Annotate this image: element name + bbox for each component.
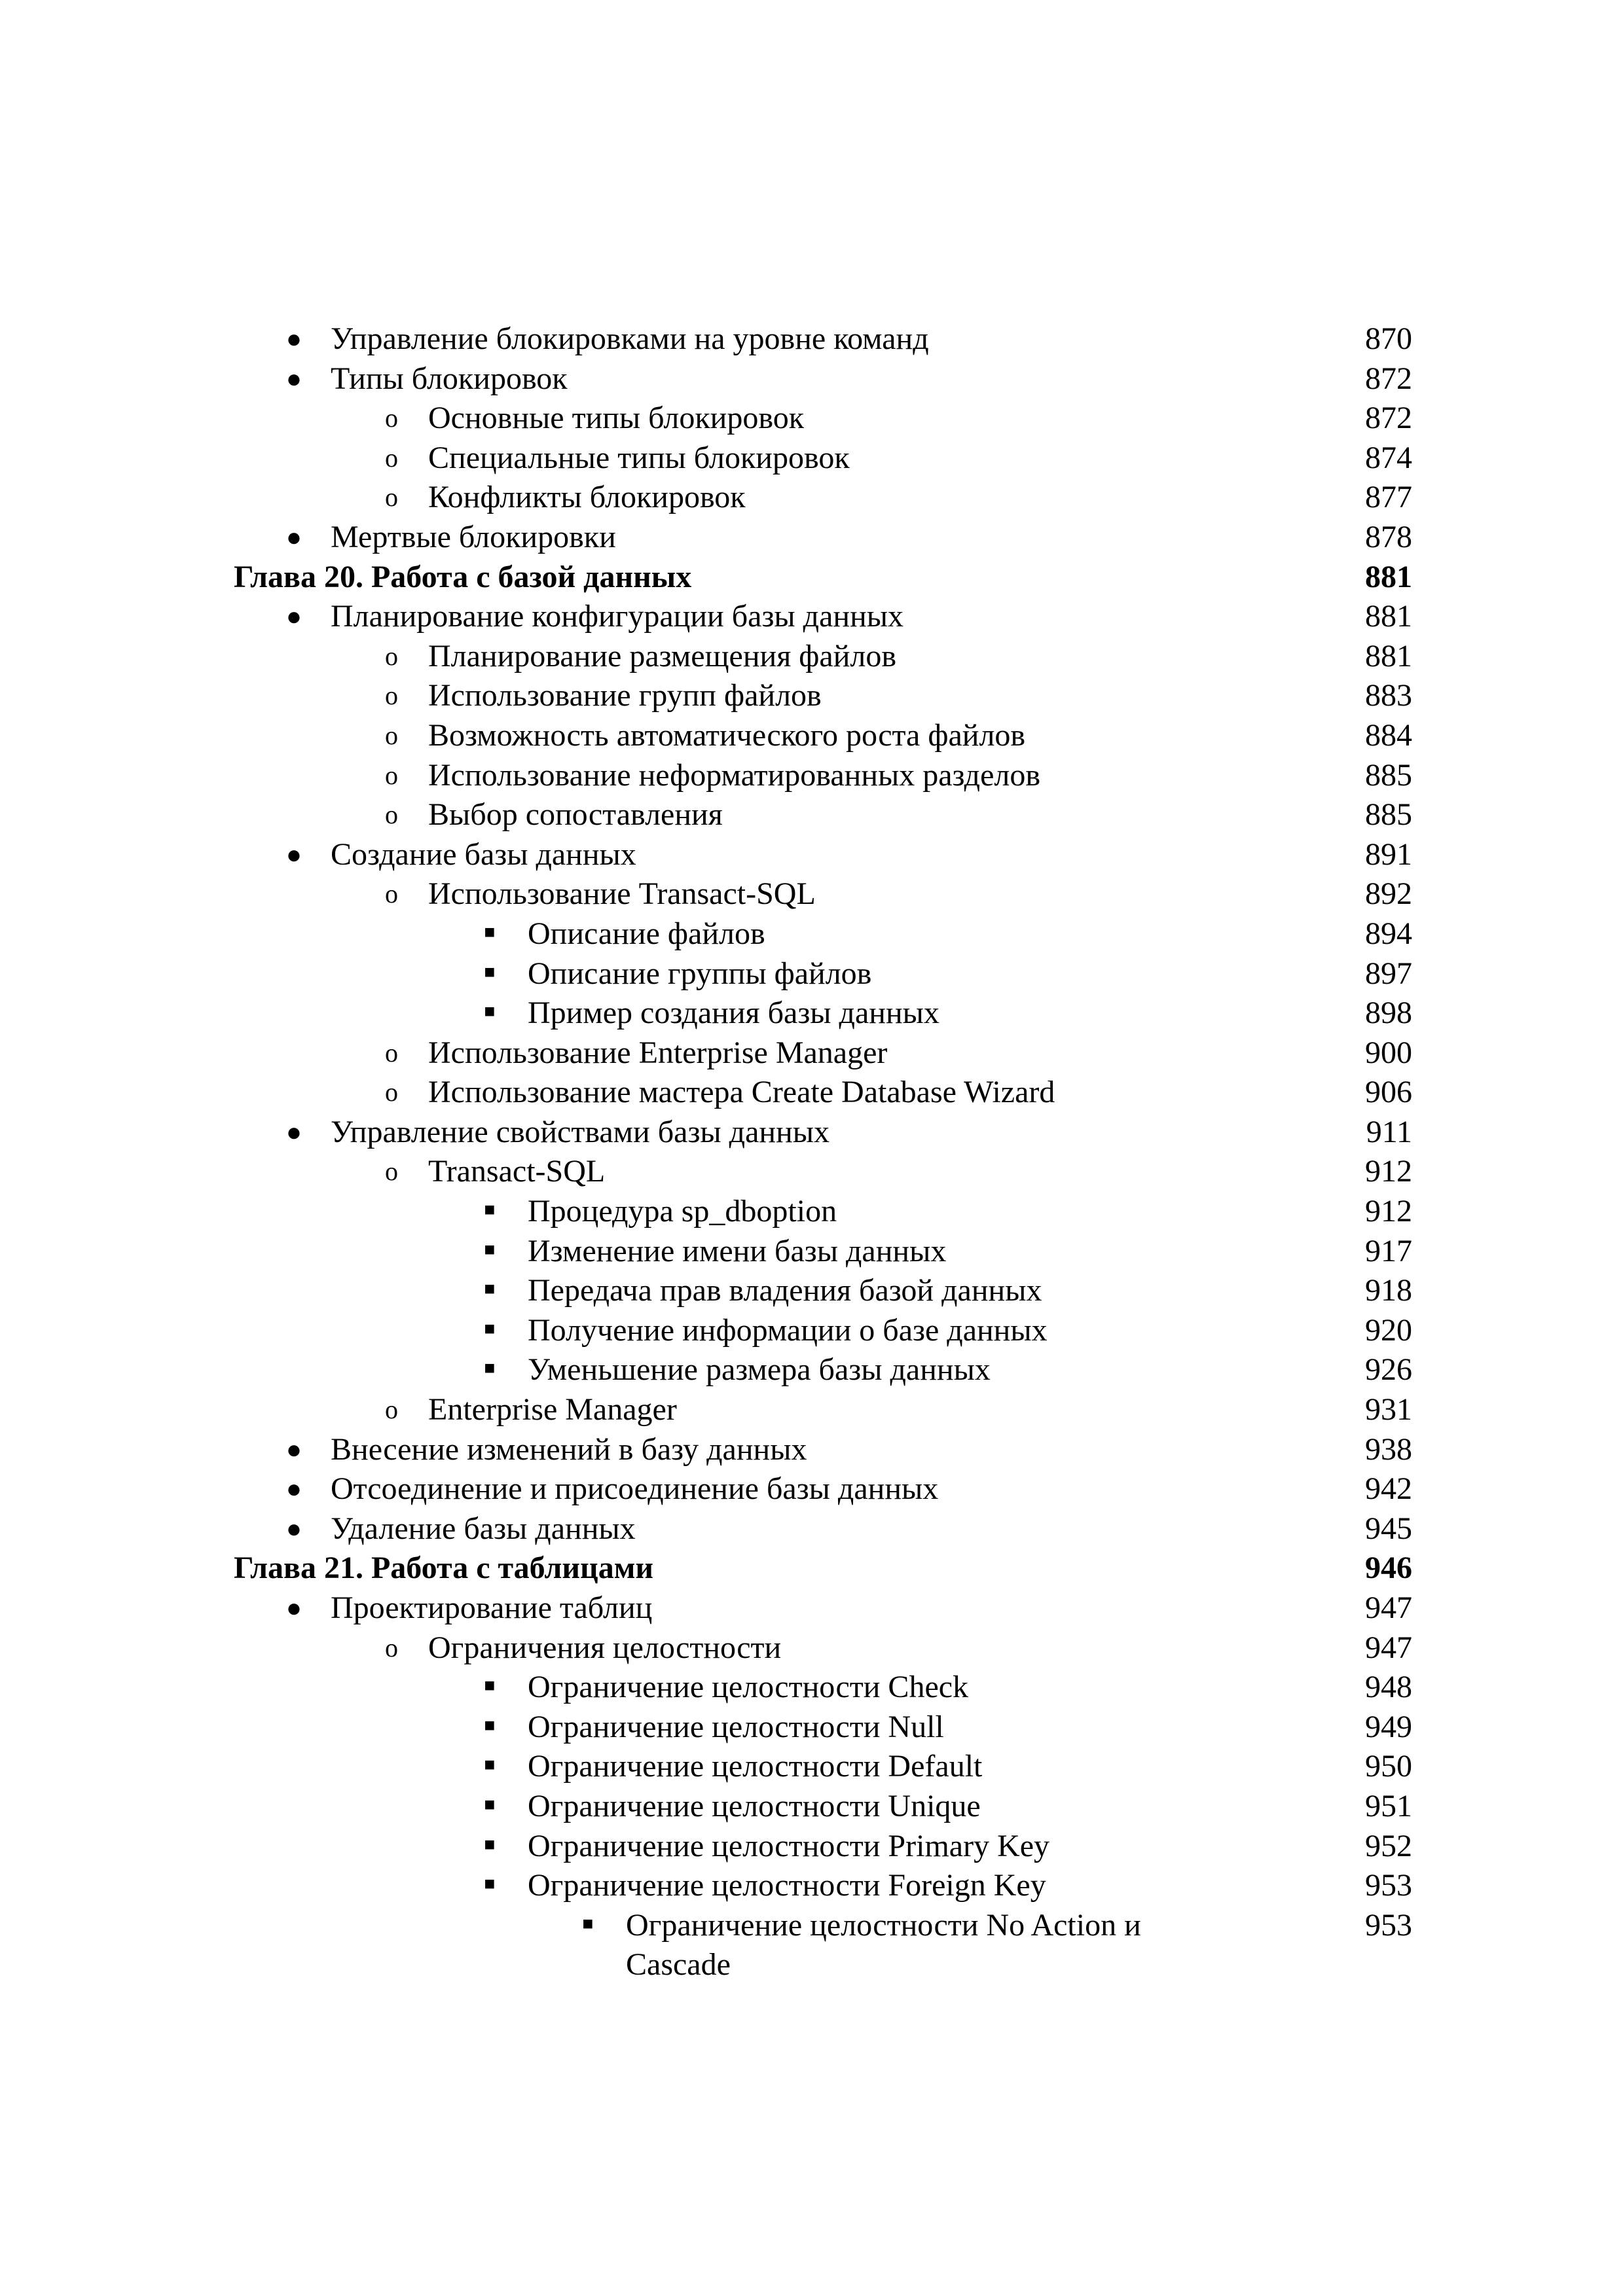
toc-chapter-page: 881 bbox=[1365, 559, 1412, 594]
toc-entry bbox=[0, 1747, 1623, 1787]
square-bullet-icon: ■ bbox=[484, 1874, 496, 1895]
toc-entry bbox=[0, 1113, 1623, 1153]
toc-entry bbox=[0, 874, 1623, 914]
toc-entry bbox=[0, 1390, 1623, 1430]
toc-entry bbox=[0, 1350, 1623, 1390]
toc-entry-page: 948 bbox=[1365, 1670, 1412, 1705]
toc-entry-title: Описание файлов bbox=[528, 916, 765, 951]
square-bullet-icon: ■ bbox=[484, 1279, 496, 1300]
toc-entry-title: Выбор сопоставления bbox=[428, 797, 723, 833]
toc-entry-page: 872 bbox=[1365, 361, 1412, 396]
toc-entry-title: Основные типы блокировок bbox=[428, 401, 805, 436]
toc-entry-title: Ограничение целостности Null bbox=[528, 1709, 944, 1744]
toc-entry-title: Создание базы данных bbox=[331, 836, 636, 872]
toc-entry-title: Отсоединение и присоединение базы данных bbox=[331, 1471, 939, 1507]
toc-entry-title: Использование неформатированных разделов bbox=[428, 757, 1040, 793]
toc-entry-page: 912 bbox=[1365, 1154, 1412, 1189]
toc-entry-page: 891 bbox=[1365, 836, 1412, 872]
toc-entry-page: 953 bbox=[1365, 1907, 1412, 1943]
table-of-contents bbox=[0, 319, 1623, 1985]
square-bullet-icon: ■ bbox=[582, 1913, 594, 1934]
toc-entry-page: 917 bbox=[1365, 1233, 1412, 1268]
circle-bullet-icon: o bbox=[385, 1037, 398, 1067]
toc-chapter-page: 946 bbox=[1365, 1551, 1412, 1586]
toc-entry-title: Конфликты блокировок bbox=[428, 480, 746, 515]
toc-entry bbox=[0, 518, 1623, 558]
toc-entry-page: 950 bbox=[1365, 1749, 1412, 1784]
toc-entry bbox=[0, 1628, 1623, 1668]
circle-bullet-icon: o bbox=[385, 879, 398, 909]
square-bullet-icon: ■ bbox=[484, 1001, 496, 1022]
toc-entry-page: 877 bbox=[1365, 480, 1412, 515]
toc-entry bbox=[0, 1430, 1623, 1470]
square-bullet-icon: ■ bbox=[484, 1755, 496, 1776]
toc-entry-title: Enterprise Manager bbox=[428, 1392, 677, 1427]
toc-entry-page: 883 bbox=[1365, 678, 1412, 713]
circle-bullet-icon: o bbox=[385, 1157, 398, 1187]
toc-entry-title: Ограничение целостности No Action и Cascade bbox=[626, 1907, 1141, 1982]
toc-entry bbox=[0, 756, 1623, 796]
toc-entry-title: Типы блокировок bbox=[331, 361, 568, 396]
toc-entry bbox=[0, 914, 1623, 954]
toc-entry-title: Ограничение целостности Unique bbox=[528, 1788, 981, 1823]
toc-entry-page: 949 bbox=[1365, 1709, 1412, 1744]
toc-entry-page: 920 bbox=[1365, 1312, 1412, 1348]
circle-bullet-icon: o bbox=[385, 681, 398, 711]
circle-bullet-icon: o bbox=[385, 1395, 398, 1425]
toc-entry-title: Управление свойствами базы данных bbox=[331, 1114, 830, 1149]
toc-entry-title: Получение информации о базе данных bbox=[528, 1312, 1048, 1348]
bullet-icon: ● bbox=[285, 839, 302, 869]
toc-entry-page: 881 bbox=[1365, 638, 1412, 673]
toc-entry bbox=[0, 1192, 1623, 1232]
toc-entry-page: 918 bbox=[1365, 1273, 1412, 1308]
square-bullet-icon: ■ bbox=[484, 1239, 496, 1260]
circle-bullet-icon: o bbox=[385, 720, 398, 750]
toc-entry bbox=[0, 1787, 1623, 1827]
toc-entry-title: Управление блокировками на уровне команд bbox=[331, 321, 929, 356]
toc-entry-title: Уменьшение размера базы данных bbox=[528, 1352, 991, 1388]
circle-bullet-icon: o bbox=[385, 442, 398, 473]
circle-bullet-icon: o bbox=[385, 1632, 398, 1662]
toc-entry-page: 885 bbox=[1365, 797, 1412, 833]
toc-chapter-heading bbox=[0, 1549, 1623, 1588]
square-bullet-icon: ■ bbox=[484, 1676, 496, 1696]
square-bullet-icon: ■ bbox=[484, 922, 496, 942]
square-bullet-icon: ■ bbox=[484, 1358, 496, 1379]
toc-entry-title: Возможность автоматического роста файлов bbox=[428, 717, 1026, 753]
toc-entry-title: Transact-SQL bbox=[428, 1154, 606, 1189]
toc-entry-title: Использование мастера Create Database Wizard bbox=[428, 1075, 1055, 1110]
toc-entry-page: 945 bbox=[1365, 1511, 1412, 1546]
toc-entry bbox=[0, 1271, 1623, 1311]
toc-entry-page: 952 bbox=[1365, 1828, 1412, 1863]
toc-entry-title: Использование Enterprise Manager bbox=[428, 1035, 888, 1070]
toc-entry-page: 947 bbox=[1365, 1630, 1412, 1665]
toc-entry bbox=[0, 1509, 1623, 1549]
toc-entry bbox=[0, 994, 1623, 1033]
toc-entry-title: Ограничение целостности Primary Key bbox=[528, 1828, 1050, 1863]
toc-entry bbox=[0, 439, 1623, 478]
square-bullet-icon: ■ bbox=[484, 1715, 496, 1736]
bullet-icon: ● bbox=[285, 1593, 302, 1623]
toc-entry bbox=[0, 1668, 1623, 1708]
toc-entry bbox=[0, 359, 1623, 399]
toc-entry-page: 912 bbox=[1365, 1194, 1412, 1229]
toc-entry-page: 874 bbox=[1365, 440, 1412, 475]
toc-entry-title: Использование групп файлов bbox=[428, 678, 822, 713]
square-bullet-icon: ■ bbox=[484, 961, 496, 982]
square-bullet-icon: ■ bbox=[484, 1834, 496, 1855]
toc-entry bbox=[0, 1073, 1623, 1113]
bullet-icon: ● bbox=[285, 1474, 302, 1504]
toc-entry-title: Ограничение целостности Default bbox=[528, 1749, 983, 1784]
toc-entry-title: Проектирование таблиц bbox=[331, 1590, 653, 1625]
square-bullet-icon: ■ bbox=[484, 1794, 496, 1815]
toc-entry-page: 926 bbox=[1365, 1352, 1412, 1388]
toc-chapter-heading bbox=[0, 558, 1623, 598]
circle-bullet-icon: o bbox=[385, 403, 398, 433]
toc-entry-page: 900 bbox=[1365, 1035, 1412, 1070]
bullet-icon: ● bbox=[285, 522, 302, 552]
toc-entry-title: Использование Transact-SQL bbox=[428, 876, 816, 912]
circle-bullet-icon: o bbox=[385, 760, 398, 790]
bullet-icon: ● bbox=[285, 1513, 302, 1543]
bullet-icon: ● bbox=[285, 324, 302, 353]
bullet-icon: ● bbox=[285, 1117, 302, 1147]
toc-entry bbox=[0, 835, 1623, 875]
toc-entry bbox=[0, 1827, 1623, 1867]
toc-entry bbox=[0, 1588, 1623, 1628]
toc-entry bbox=[0, 399, 1623, 439]
toc-entry bbox=[0, 637, 1623, 677]
toc-entry-page: 897 bbox=[1365, 956, 1412, 991]
toc-entry-title: Планирование конфигурации базы данных bbox=[331, 599, 904, 634]
toc-entry bbox=[0, 676, 1623, 716]
toc-entry-page: 911 bbox=[1366, 1114, 1412, 1149]
toc-entry-title: Ограничение целостности Check bbox=[528, 1670, 969, 1705]
circle-bullet-icon: o bbox=[385, 1077, 398, 1107]
toc-entry-page: 884 bbox=[1365, 717, 1412, 753]
circle-bullet-icon: o bbox=[385, 641, 398, 671]
toc-entry bbox=[0, 1033, 1623, 1073]
toc-entry bbox=[0, 716, 1623, 756]
toc-entry-page: 870 bbox=[1365, 321, 1412, 356]
toc-entry-title: Специальные типы блокировок bbox=[428, 440, 850, 475]
toc-entry-page: 951 bbox=[1365, 1788, 1412, 1823]
toc-entry-page: 906 bbox=[1365, 1075, 1412, 1110]
toc-entry-page: 938 bbox=[1365, 1431, 1412, 1467]
toc-entry-page: 872 bbox=[1365, 401, 1412, 436]
toc-entry-title: Пример создания базы данных bbox=[528, 996, 939, 1031]
toc-entry bbox=[0, 954, 1623, 994]
toc-entry-page: 894 bbox=[1365, 916, 1412, 951]
toc-entry bbox=[0, 795, 1623, 835]
toc-entry-title: Удаление базы данных bbox=[331, 1511, 636, 1546]
toc-entry-page: 953 bbox=[1365, 1868, 1412, 1903]
toc-entry bbox=[0, 1469, 1623, 1509]
bullet-icon: ● bbox=[285, 601, 302, 632]
toc-chapter-title: Глава 20. Работа с базой данных bbox=[234, 559, 692, 594]
toc-entry-title: Описание группы файлов bbox=[528, 956, 872, 991]
bullet-icon: ● bbox=[285, 1434, 302, 1464]
toc-entry-page: 942 bbox=[1365, 1471, 1412, 1507]
toc-entry-title: Изменение имени базы данных bbox=[528, 1233, 947, 1268]
toc-entry-page: 881 bbox=[1365, 599, 1412, 634]
toc-entry bbox=[0, 597, 1623, 637]
toc-entry bbox=[0, 1906, 1623, 1985]
toc-entry-page: 885 bbox=[1365, 757, 1412, 793]
toc-entry-page: 947 bbox=[1365, 1590, 1412, 1625]
toc-entry-page: 898 bbox=[1365, 996, 1412, 1031]
square-bullet-icon: ■ bbox=[484, 1200, 496, 1221]
toc-entry bbox=[0, 1152, 1623, 1192]
bullet-icon: ● bbox=[285, 363, 302, 393]
square-bullet-icon: ■ bbox=[484, 1318, 496, 1339]
toc-entry-title: Ограничения целостности bbox=[428, 1630, 782, 1665]
toc-entry-title: Мертвые блокировки bbox=[331, 519, 616, 554]
toc-entry bbox=[0, 1232, 1623, 1272]
toc-entry bbox=[0, 1708, 1623, 1748]
toc-entry bbox=[0, 1866, 1623, 1906]
toc-entry-page: 878 bbox=[1365, 519, 1412, 554]
circle-bullet-icon: o bbox=[385, 482, 398, 512]
toc-chapter-title: Глава 21. Работа с таблицами bbox=[234, 1551, 654, 1586]
toc-entry bbox=[0, 1311, 1623, 1351]
toc-entry-title: Процедура sp_dboption bbox=[528, 1194, 837, 1229]
toc-entry-title: Ограничение целостности Foreign Key bbox=[528, 1868, 1046, 1903]
toc-entry bbox=[0, 319, 1623, 359]
circle-bullet-icon: o bbox=[385, 800, 398, 830]
toc-entry-page: 892 bbox=[1365, 876, 1412, 912]
toc-entry-title: Планирование размещения файлов bbox=[428, 638, 897, 673]
toc-entry-page: 931 bbox=[1365, 1392, 1412, 1427]
toc-entry-title: Внесение изменений в базу данных bbox=[331, 1431, 807, 1467]
toc-entry bbox=[0, 478, 1623, 518]
toc-entry-title: Передача прав владения базой данных bbox=[528, 1273, 1042, 1308]
